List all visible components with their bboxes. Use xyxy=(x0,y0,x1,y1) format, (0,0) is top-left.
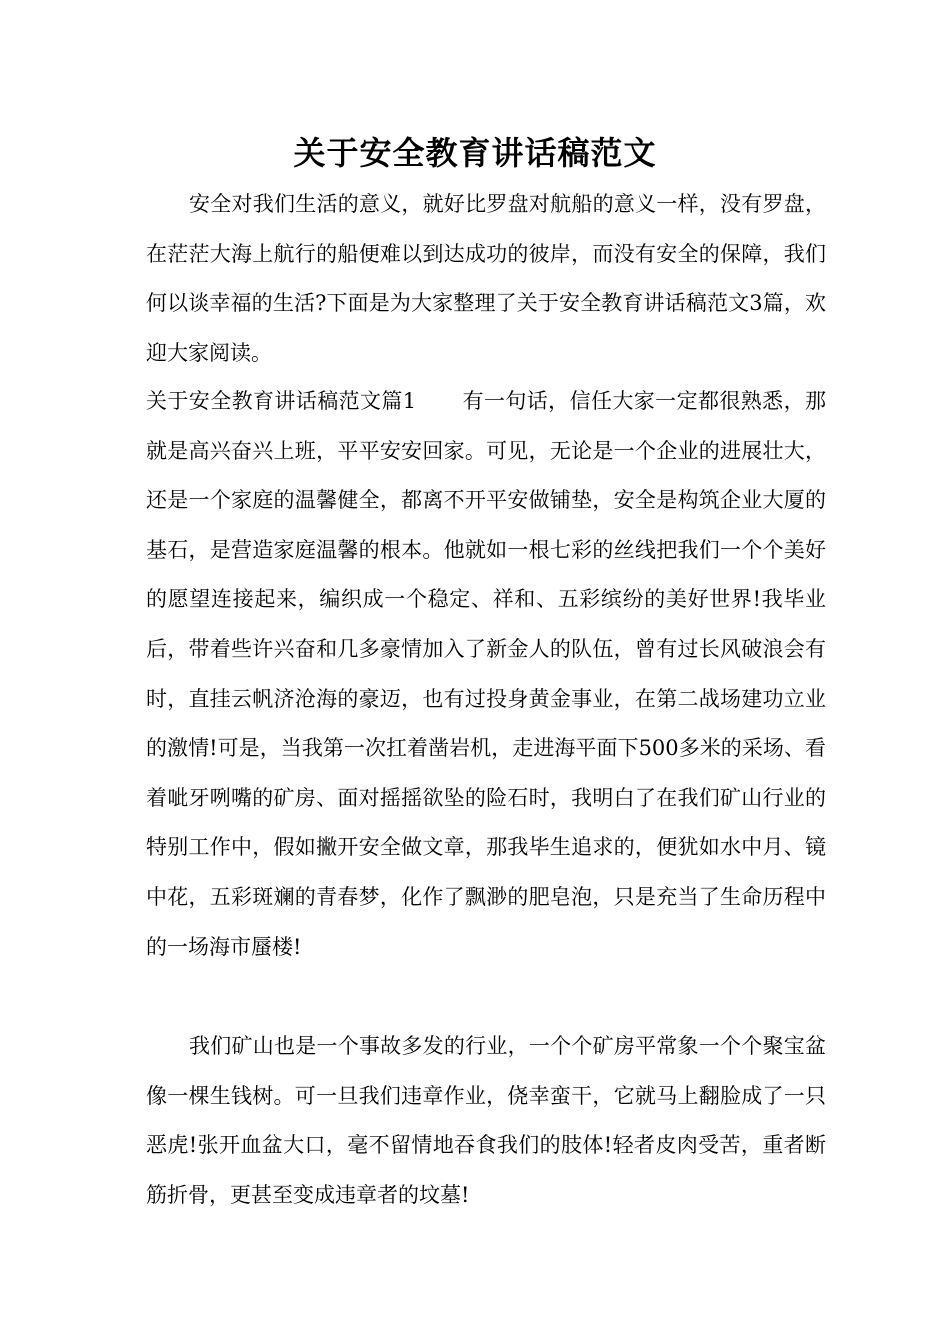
section-1-text: 有一句话，信任大家一定都很熟悉，那就是高兴奋兴上班，平平安安回家。可见，无论是一个企业的进展壮大，还是一个家庭的温馨健全，都离不开平安做铺垫，安全是构筑企业大厦的基石，是营造家庭温馨的根本。他就如一根七彩的丝线把我们一个个美好的愿望连接起来，编织成一个稳定、祥和、五彩缤纷的美好世界!我毕业后，带着些许兴奋和几多豪情加入了新金人的队伍，曾有过长风破浪会有时，直挂云帆济沧海的豪迈，也有过投身黄金事业，在第二战场建功立业的激情!可是，当我第一次扛着凿岩机，走进海平面下500多米的采场、看着呲牙咧嘴的矿房、面对摇摇欲坠的险石时，我明白了在我们矿山行业的特别工作中，假如撇开安全做文章，那我毕生追求的，便犹如水中月、镜中花，五彩斑斓的青春梦，化作了飘渺的肥皂泡，只是充当了生命历程中的一场海市蜃楼! xyxy=(146,389,826,959)
paragraph-2: 我们矿山也是一个事故多发的行业，一个个矿房平常象一个个聚宝盆像一棵生钱树。可一旦我们违章作业，侥幸蛮干，它就马上翻脸成了一只恶虎!张开血盆大口，毫不留情地吞食我们的肢体!轻者皮肉受苦，重者断筋折骨，更甚至变成违章者的坟墓! xyxy=(146,1034,826,1207)
section-1-paragraph xyxy=(146,377,826,972)
document-title: 关于安全教育讲话稿范文 xyxy=(293,134,657,172)
intro-paragraph: 安全对我们生活的意义，就好比罗盘对航船的意义一样，没有罗盘，在茫茫大海上航行的船便难以到达成功的彼岸，而没有安全的保障，我们何以谈幸福的生活?下面是为大家整理了关于安全教育讲话稿范文3篇，欢迎大家阅读。 xyxy=(146,192,826,365)
section-1-heading: 关于安全教育讲话稿范文篇1 xyxy=(146,389,417,413)
